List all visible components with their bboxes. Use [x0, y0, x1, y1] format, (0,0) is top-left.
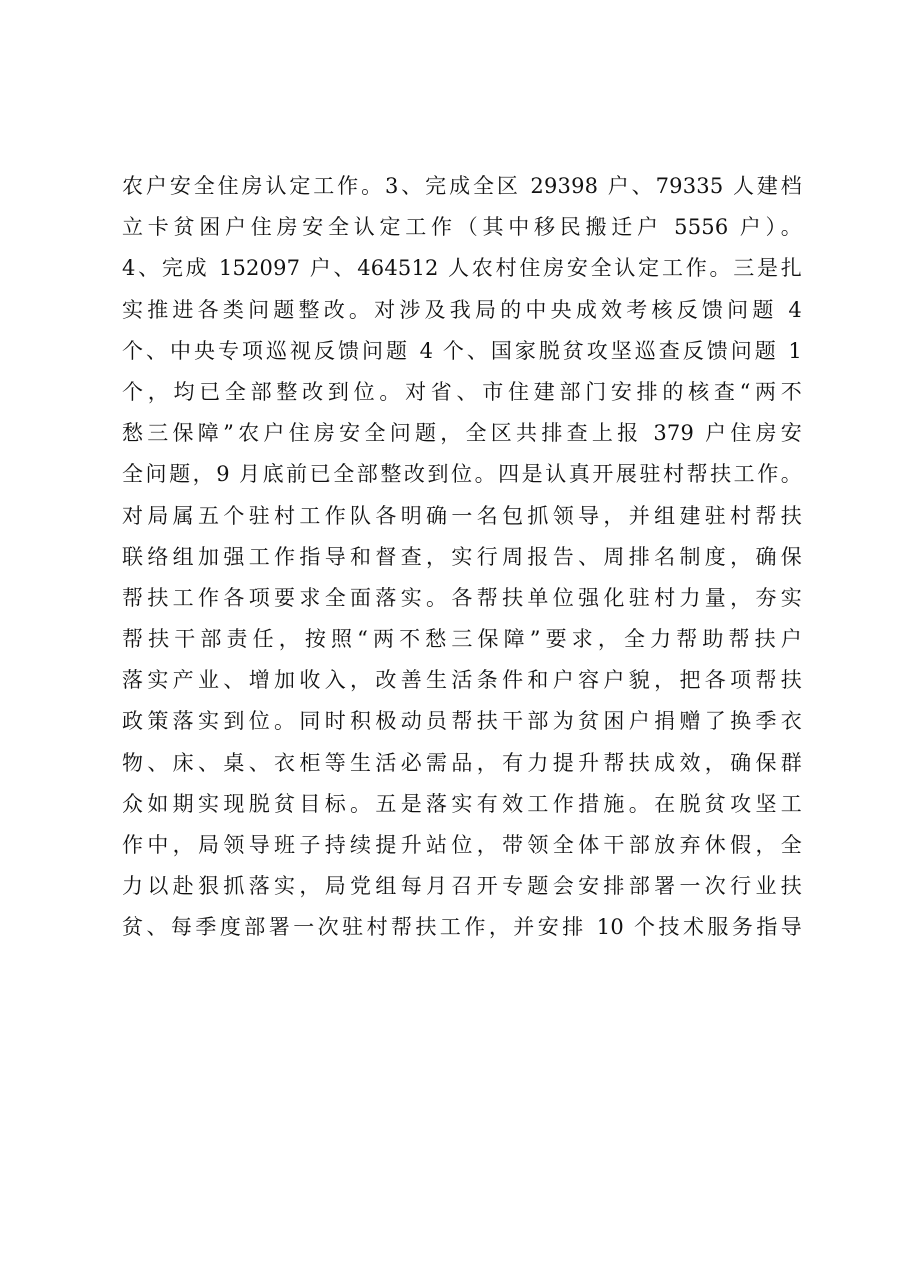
text-line: 力以赴狠抓落实，局党组每月召开专题会安排部署一次行业扶: [122, 874, 802, 899]
text-line: 联络组加强工作指导和督查，实行周报告、周排名制度，确保: [122, 544, 802, 569]
text-line: 物、床、桌、衣柜等生活必需品，有力提升帮扶成效，确保群: [122, 750, 802, 775]
text-line: 愁三保障”农户住房安全问题，全区共排查上报 379 户住房安: [122, 421, 802, 446]
text-line: 立卡贫困户住房安全认定工作（其中移民搬迁户 5556 户）。: [122, 215, 802, 240]
body-paragraph: [122, 166, 802, 949]
text-line: 4、完成 152097 户、464512 人农村住房安全认定工作。三是扎: [122, 256, 802, 281]
text-line: 实推进各类问题整改。对涉及我局的中央成效考核反馈问题 4: [122, 297, 802, 322]
text-line: 全问题，9 月底前已全部整改到位。四是认真开展驻村帮扶工作。: [122, 462, 802, 487]
text-line: 个、中央专项巡视反馈问题 4 个、国家脱贫攻坚巡查反馈问题 1: [122, 338, 802, 363]
text-line: 政策落实到位。同时积极动员帮扶干部为贫困户捐赠了换季衣: [122, 709, 802, 734]
text-line: 农户安全住房认定工作。3、完成全区 29398 户、79335 人建档: [122, 174, 802, 198]
text-line: 个，均已全部整改到位。对省、市住建部门安排的核查“两不: [122, 379, 802, 404]
text-line: 帮扶干部责任，按照“两不愁三保障”要求，全力帮助帮扶户: [122, 627, 802, 652]
text-line: 众如期实现脱贫目标。五是落实有效工作措施。在脱贫攻坚工: [122, 791, 802, 816]
text-line: 帮扶工作各项要求全面落实。各帮扶单位强化驻村力量，夯实: [122, 585, 802, 610]
text-line: 对局属五个驻村工作队各明确一名包抓领导，并组建驻村帮扶: [122, 503, 802, 528]
text-line: 落实产业、增加收入，改善生活条件和户容户貌，把各项帮扶: [122, 668, 802, 693]
text-line: 作中，局领导班子持续提升站位，带领全体干部放弃休假，全: [122, 833, 802, 857]
text-line: 贫、每季度部署一次驻村帮扶工作，并安排 10 个技术服务指导: [122, 915, 802, 940]
